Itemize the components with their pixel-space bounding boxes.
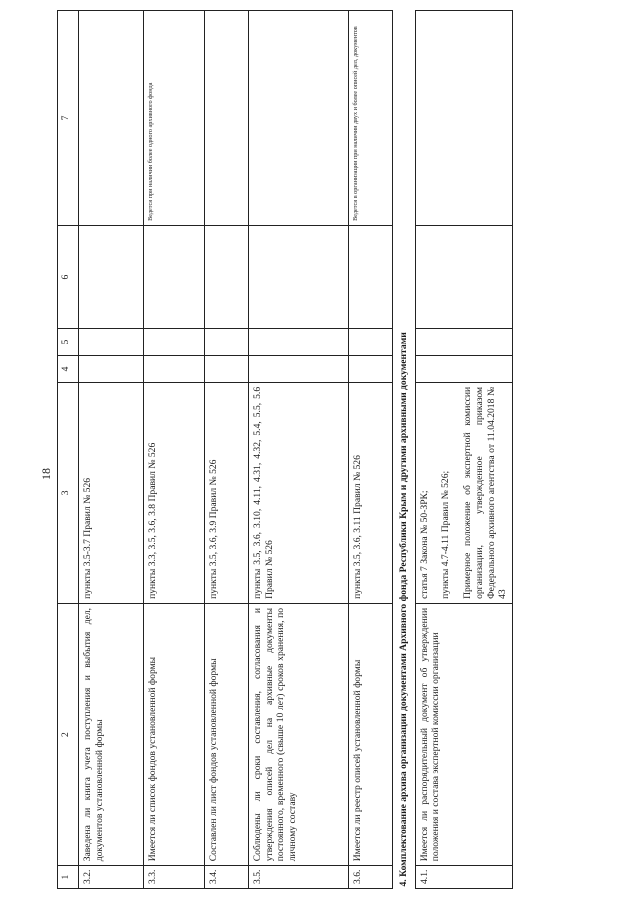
row-number: 3.2. xyxy=(79,866,144,889)
header-col-6: 6 xyxy=(58,225,79,328)
row-question: Имеется ли реестр описей установленной формы xyxy=(349,603,393,865)
header-col-5: 5 xyxy=(58,329,79,356)
header-col-7: 7 xyxy=(58,11,79,226)
page-number: 18 xyxy=(39,468,53,480)
row-number: 3.3. xyxy=(144,866,205,889)
header-col-3: 3 xyxy=(58,382,79,603)
row-basis xyxy=(415,382,512,603)
row-cell-6 xyxy=(144,225,205,328)
row-cell-6 xyxy=(249,225,349,328)
row-note xyxy=(79,11,144,226)
basis-rules: пункты 4.7-4.11 Правил № 526; xyxy=(440,470,452,599)
row-cell-4 xyxy=(144,356,205,383)
row-cell-6 xyxy=(205,225,249,328)
row-cell-6 xyxy=(79,225,144,328)
row-question: Заведена ли книга учета поступления и выбытия дел, документов установленной формы xyxy=(79,603,144,865)
row-cell-6 xyxy=(349,225,393,328)
row-cell-4 xyxy=(205,356,249,383)
row-note xyxy=(205,11,249,226)
row-cell-4 xyxy=(249,356,349,383)
row-cell-4 xyxy=(415,356,512,383)
table-row xyxy=(144,11,205,889)
table-row xyxy=(415,11,512,889)
row-cell-5 xyxy=(79,329,144,356)
table-row xyxy=(249,11,349,889)
row-number: 3.4. xyxy=(205,866,249,889)
row-number: 3.6. xyxy=(349,866,393,889)
table-row xyxy=(79,11,144,889)
row-cell-5 xyxy=(144,329,205,356)
table-row xyxy=(205,11,249,889)
row-question: Имеется ли список фондов установленной формы xyxy=(144,603,205,865)
header-col-1: 1 xyxy=(58,866,79,889)
row-cell-5 xyxy=(205,329,249,356)
row-basis: пункты 3.3, 3.5, 3.6, 3.8 Правил № 526 xyxy=(144,382,205,603)
row-cell-6 xyxy=(415,225,512,328)
section-heading-row xyxy=(393,11,416,889)
row-note: Ведется при наличии более одного архивного фонда xyxy=(144,11,205,226)
row-cell-4 xyxy=(79,356,144,383)
row-note xyxy=(249,11,349,226)
row-cell-4 xyxy=(349,356,393,383)
row-question: Соблюдены ли сроки составления, согласования и утверждения описей дел на архивные документы постоянного, временного (свыше 10 лет) сроков хранения, по личному составу xyxy=(249,603,349,865)
row-cell-5 xyxy=(249,329,349,356)
table-row xyxy=(349,11,393,889)
row-basis: пункты 3.5, 3.6, 3.9 Правил № 526 xyxy=(205,382,249,603)
row-basis: пункты 3.5-3.7 Правил № 526 xyxy=(79,382,144,603)
row-basis: пункты 3.5, 3.6, 3.10, 4.11, 4.31, 4.32, 5.4, 5.5, 5.6 Правил № 526 xyxy=(249,382,349,603)
basis-regulation: Примерное положение об экспертной комиссии организации, утвержденное приказом Федерального архивного агентства от 11.04.2018 № 43 xyxy=(462,386,509,599)
row-cell-5 xyxy=(349,329,393,356)
header-row xyxy=(58,11,79,889)
row-number: 4.1. xyxy=(415,866,512,889)
row-cell-5 xyxy=(415,329,512,356)
header-col-4: 4 xyxy=(58,356,79,383)
basis-law: статья 7 Закона № 50-ЗРК; xyxy=(418,490,430,599)
header-col-2: 2 xyxy=(58,603,79,865)
section-4-title: 4. Комплектование архива организации документами Архивного фонда Республики Крым и другими архивными документами xyxy=(393,11,416,889)
row-question: Составлен ли лист фондов установленной формы xyxy=(205,603,249,865)
row-basis: пункты 3.5, 3.6, 3.11 Правил № 526 xyxy=(349,382,393,603)
row-note: Ведется в организации при наличии двух и более описей дел, документов xyxy=(349,11,393,226)
row-question: Имеется ли распорядительный документ об утверждении положения и состава экспертной комиссии организации xyxy=(415,603,512,865)
row-number: 3.5. xyxy=(249,866,349,889)
row-note xyxy=(415,11,512,226)
checklist-table xyxy=(57,10,513,889)
